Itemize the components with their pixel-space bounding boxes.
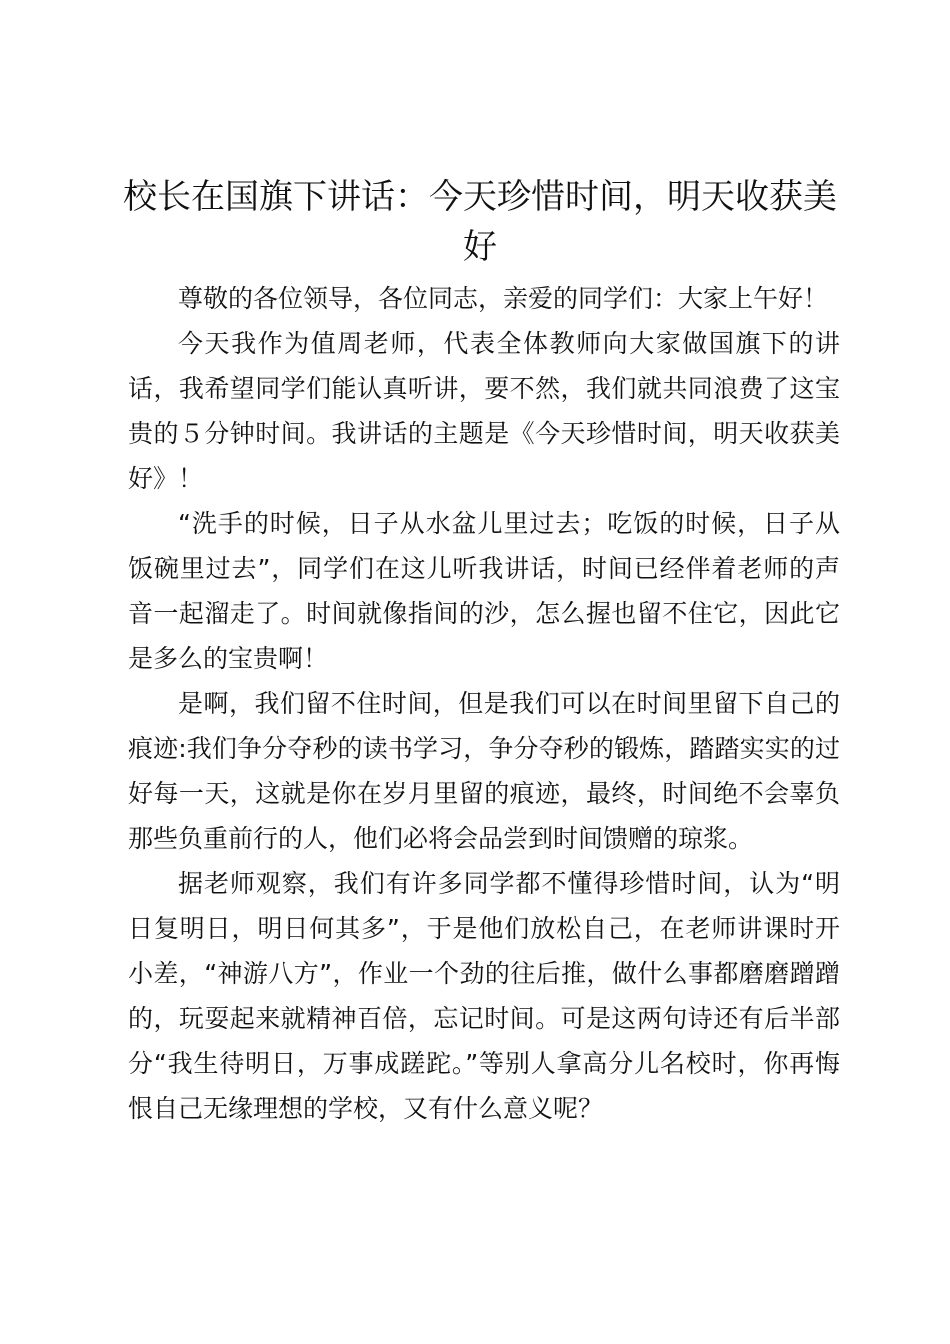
paragraph-time-quote: “洗手的时候，日子从水盆儿里过去；吃饭的时候，日子从饭碗里过去”，同学们在这儿听我讲话，时间已经伴着老师的声音一起溜走了。时间就像指间的沙，怎么握也留不住它，因此它是多么的宝贵啊！ (128, 509, 840, 673)
paragraph-observation: 据老师观察，我们有许多同学都不懂得珍惜时间，认为“明日复明日，明日何其多”，于是他们放松自己，在老师讲课时开小差，“神游八方”，作业一个劲的往后推，做什么事都磨磨蹭蹭的，玩耍起来就精神百倍，忘记时间。可是这两句诗还有后半部分“我生待明日，万事成蹉跎。”等别人拿高分儿名校时，你再悔恨自己无缘理想的学校，又有什么意义呢？ (128, 869, 840, 1123)
document-title: 校长在国旗下讲话：今天珍惜时间，明天收获美好 (123, 177, 837, 267)
paragraph-greeting: 尊敬的各位领导，各位同志，亲爱的同学们：大家上午好！ (178, 284, 829, 313)
document-body (128, 276, 840, 1131)
paragraph-intro: 今天我作为值周老师，代表全体教师向大家做国旗下的讲话，我希望同学们能认真听讲，要不然，我们就共同浪费了这宝贵的５分钟时间。我讲话的主题是《今天珍惜时间，明天收获美好》！ (128, 329, 840, 493)
paragraph-traces: 是啊，我们留不住时间，但是我们可以在时间里留下自己的痕迹:我们争分夺秒的读书学习，争分夺秒的锻炼，踏踏实实的过好每一天，这就是你在岁月里留的痕迹，最终，时间绝不会辜负那些负重前行的人，他们必将会品尝到时间馈赠的琼浆。 (128, 689, 840, 853)
